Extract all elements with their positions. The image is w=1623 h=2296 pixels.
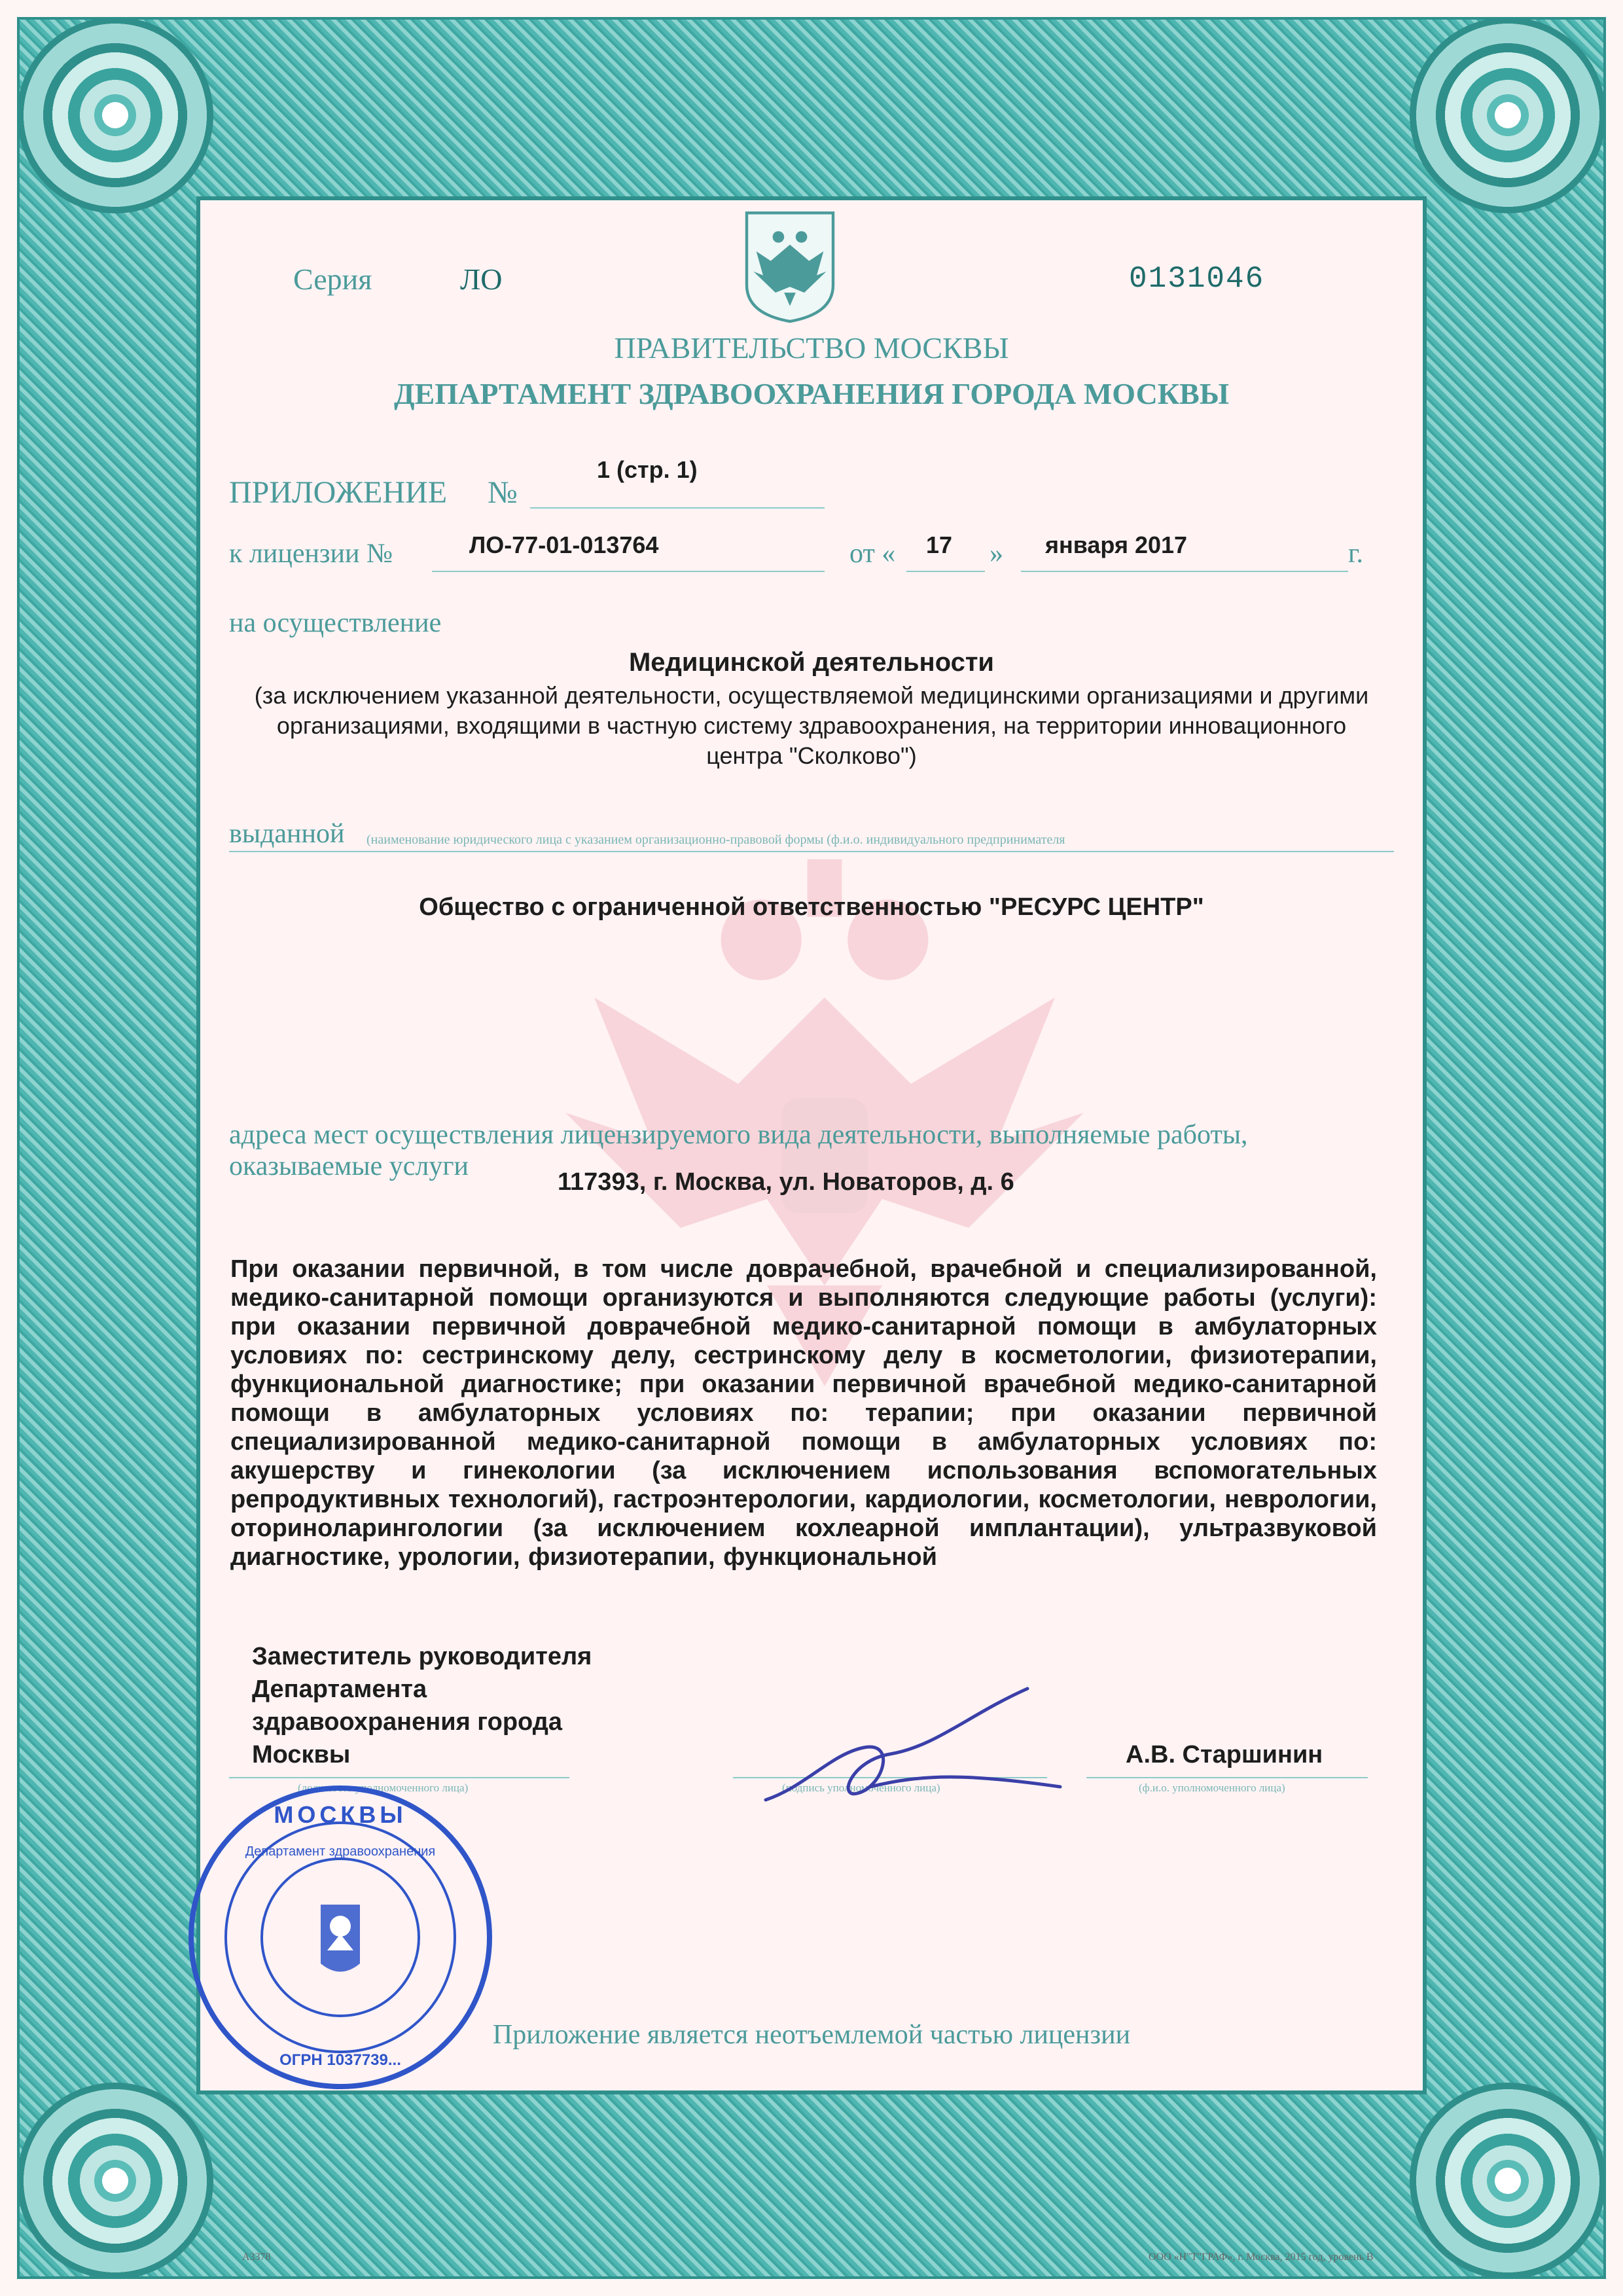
address-value: 117393, г. Москва, ул. Новаторов, д. 6 xyxy=(558,1168,1014,1196)
corner-rosette-bottom-left xyxy=(17,2083,213,2279)
svg-text:ОГРН 1037739...: ОГРН 1037739... xyxy=(279,2051,401,2069)
license-date-close-quote: » xyxy=(990,539,1003,569)
caption-signature: (подпись уполномоченного лица) xyxy=(782,1782,940,1794)
footer-note: Приложение является неотъемлемой частью лицензии xyxy=(492,2020,1131,2050)
printer-info: ООО «Н"Т"ГРАФ», г. Москва, 2015 год, уровень В xyxy=(1149,2251,1374,2263)
corner-rosette-bottom-right xyxy=(1410,2083,1606,2279)
state-emblem-icon xyxy=(741,208,839,323)
issued-label: выданной xyxy=(229,819,345,849)
issued-line xyxy=(229,851,1394,852)
handwritten-signature xyxy=(753,1676,1080,1820)
series-value: ЛО xyxy=(460,262,503,296)
issued-hint: (наименование юридического лица с указанием организационно-правовой формы (ф.и.о. индивидуального предпринимателя xyxy=(366,833,1065,847)
signatory-position-line2: Департамента xyxy=(252,1676,427,1703)
license-label: к лицензии № xyxy=(229,539,393,569)
license-number: ЛО-77-01-013764 xyxy=(469,531,659,558)
caption-position: (должность уполномоченного лица) xyxy=(298,1782,469,1794)
form-number: 0131046 xyxy=(1129,262,1265,296)
license-day-line xyxy=(906,571,985,572)
series-label: Серия xyxy=(293,262,372,296)
form-code: А3378 xyxy=(242,2251,271,2263)
license-number-line xyxy=(432,571,825,572)
government-title: ПРАВИТЕЛЬСТВО МОСКВЫ xyxy=(614,331,1009,365)
svg-text:Департамент здравоохранения: Департамент здравоохранения xyxy=(245,1844,436,1859)
corner-rosette-top-right xyxy=(1410,17,1606,213)
services-text: При оказании первичной, в том числе доврачебной, врачебной и специализированной, медико-санитарной помощи организуются и выполняются следующие работы (услуги): при оказании первичной доврачебной медико-санитарной помощи в амбулаторных условиях по: сестринскому делу, сестринскому делу в косметологии, физиотерапии, функциональной диагностике; при оказании первичной врачебной медико-санитарной помощи в амбулаторных условиях по: терапии; при оказании первичной специализированной медико-санитарной помощи в амбулаторных условиях по: акушерству и гинекологии (за исключением использования вспомогательных репродуктивных технологий), гастроэнтерологии, кардиологии, косметологии, неврологии, оториноларингологии (за исключением кохлеарной имплантации), ультразвуковой диагностике, урологии, физиотерапии, функциональной xyxy=(230,1255,1377,1571)
signatory-position-line4: Москвы xyxy=(252,1741,351,1768)
activity-title: Медицинской деятельности xyxy=(628,648,995,677)
license-year-suffix: г. xyxy=(1348,539,1363,569)
appendix-number-sign: № xyxy=(488,475,518,510)
addresses-label-line1: адреса мест осуществления лицензируемого вида деятельности, выполняемые работы, xyxy=(229,1120,1248,1150)
name-signature-line xyxy=(1086,1777,1368,1778)
appendix-number-value: 1 (стр. 1) xyxy=(597,456,698,483)
appendix-label: ПРИЛОЖЕНИЕ xyxy=(229,475,448,510)
signatory-name: А.В. Старшинин xyxy=(1126,1741,1323,1768)
signatory-position-line1: Заместитель руководителя xyxy=(252,1643,592,1670)
department-title: ДЕПАРТАМЕНТ ЗДРАВООХРАНЕНИЯ ГОРОДА МОСКВЫ xyxy=(393,377,1230,410)
license-month-line xyxy=(1021,571,1348,572)
activity-note: (за исключением указанной деятельности, осуществляемой медицинскими организациями и другими организациями, входящими в частную систему здравоохранения, на территории инновационного центра "Сколково") xyxy=(254,682,1369,769)
license-day: 17 xyxy=(926,531,953,558)
caption-name: (ф.и.о. уполномоченного лица) xyxy=(1139,1782,1285,1794)
corner-rosette-top-left xyxy=(17,17,213,213)
license-date-from-label: от « xyxy=(849,539,896,569)
license-month-year: января 2017 xyxy=(1045,531,1188,558)
organization-name: Общество с ограниченной ответственностью "РЕСУРС ЦЕНТР" xyxy=(419,893,1204,921)
svg-text:МОСКВЫ: МОСКВЫ xyxy=(274,1801,407,1828)
addresses-label-line2: оказываемые услуги xyxy=(229,1151,469,1181)
appendix-number-line xyxy=(530,507,825,509)
position-signature-line xyxy=(229,1777,569,1778)
signatory-position-line3: здравоохранения города xyxy=(252,1708,563,1736)
activity-label: на осуществление xyxy=(229,608,442,638)
